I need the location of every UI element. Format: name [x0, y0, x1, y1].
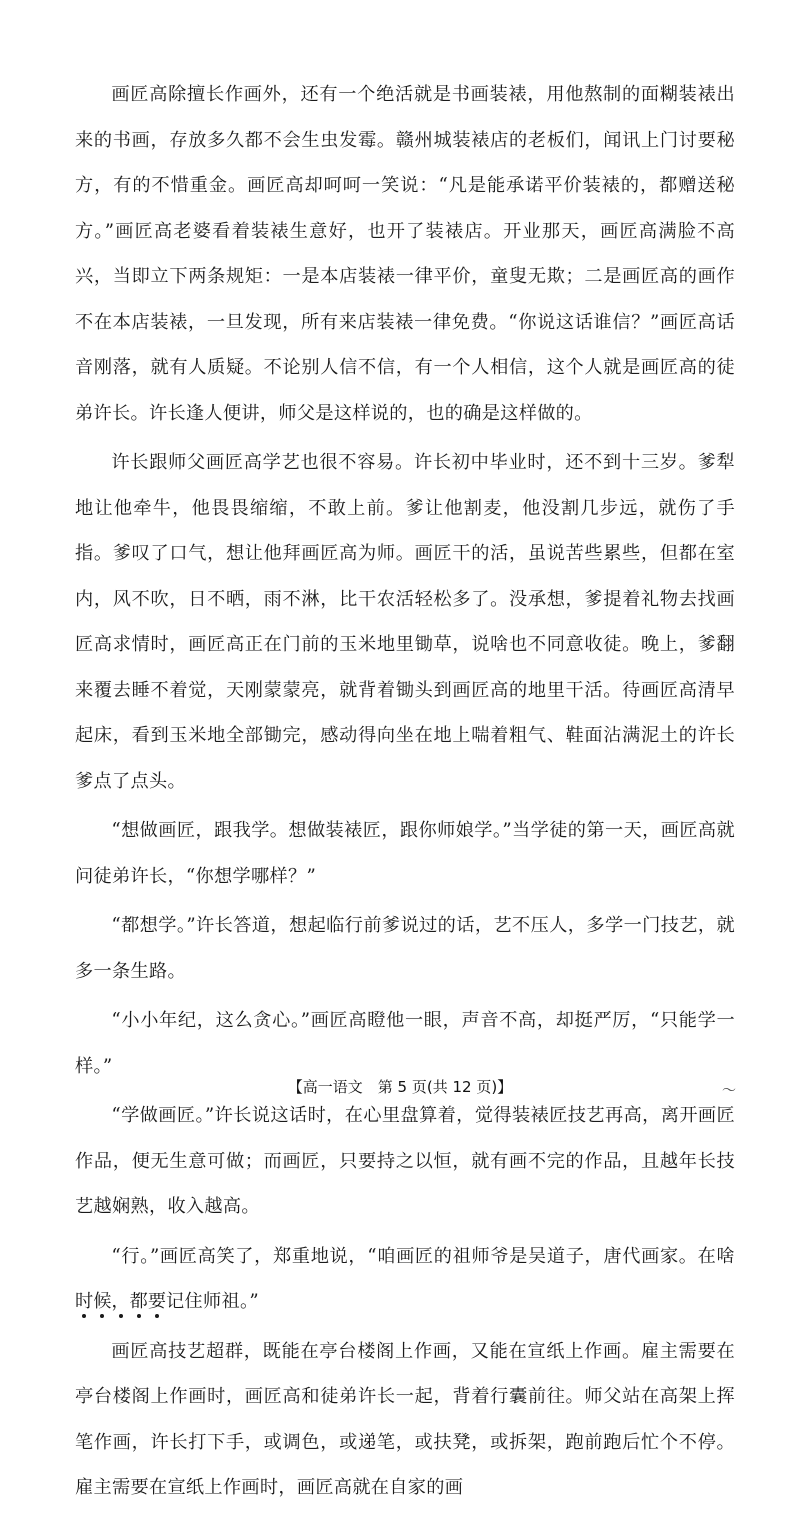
paragraph-7-tail: 记住师祖。” — [166, 1291, 259, 1312]
passage-body — [75, 72, 735, 1515]
emphasis-dotted-text — [75, 1291, 166, 1312]
paragraph-1: 画匠高除擅长作画外，还有一个绝活就是书画装裱，用他熬制的面糊装裱出来的书画，存放多久都不会生虫发霉。赣州城装裱店的老板们，闻讯上门讨要秘方，有的不惜重金。画匠高却呵呵一笑说：“凡是能承诺平价装裱的，都赠送秘方。”画匠高老婆看着装裱生意好，也开了装裱店。开业那天，画匠高满脸不高兴，当即立下两条规矩：一是本店装裱一律平价，童叟无欺；二是画匠高的画作不在本店装裱，一旦发现，所有来店装裱一律免费。“你说这话谁信？”画匠高话音刚落，就有人质疑。不论别人信不信，有一个人相信，这个人就是画匠高的徒弟许长。许长逢人便讲，师父是这样说的，也的确是这样做的。 — [75, 84, 735, 424]
dotted-char: 要 — [147, 1291, 167, 1312]
paragraph-7 — [75, 1234, 735, 1325]
paragraph-6: “学做画匠。”许长说这话时，在心里盘算着，觉得装裱匠技艺再高，离开画匠作品，便无生意可做；而画匠，只要持之以恒，就有画不完的作品，且越年长技艺越娴熟，收入越高。 — [75, 1105, 735, 1217]
paragraph-2: 许长跟师父画匠高学艺也很不容易。许长初中毕业时，还不到十三岁。爹犁地让他牵牛，他畏畏缩缩，不敢上前。爹让他割麦，他没割几步远，就伤了手指。爹叹了口气，想让他拜画匠高为师。画匠干的活，虽说苦些累些，但都在室内，风不吹，日不晒，雨不淋，比干农活轻松多了。没承想，爹提着礼物去找画匠高求情时，画匠高正在门前的玉米地里锄草，说啥也不同意收徒。晚上，爹翻来覆去睡不着觉，天刚蒙蒙亮，就背着锄头到画匠高的地里干活。待画匠高清早起床，看到玉米地全部锄完，感动得向坐在地上喘着粗气、鞋面沾满泥土的许长爹点了点头。 — [75, 452, 735, 792]
paragraph-5: “小小年纪，这么贪心。”画匠高瞪他一眼，声音不高，却挺严厉，“只能学一样。” — [75, 1010, 735, 1077]
dotted-char: 都 — [129, 1291, 148, 1312]
dotted-char: ， — [111, 1291, 130, 1312]
paragraph-8: 画匠高技艺超群，既能在亭台楼阁上作画，又能在宣纸上作画。雇主需要在亭台楼阁上作画时，画匠高和徒弟许长一起，背着行囊前往。师父站在高架上挥笔作画，许长打下手，或调色，或递笔，或扶凳，或拆架，跑前跑后忙个不停。雇主需要在宣纸上作画时，画匠高就在自家的画 — [75, 1340, 735, 1498]
paragraph-4: “都想学。”许长答道，想起临行前爹说过的话，艺不压人，多学一门技艺，就多一条生路。 — [75, 915, 735, 982]
corner-mark: ～ — [722, 1083, 736, 1099]
paragraph-3: “想做画匠，跟我学。想做装裱匠，跟你师娘学。”当学徒的第一天，画匠高就问徒弟许长，“你想学哪样？” — [75, 820, 735, 887]
dotted-char: 候 — [93, 1291, 112, 1312]
page-footer: 【高一语文 第 5 页(共 12 页)】 — [287, 1078, 513, 1096]
dotted-char: 时 — [75, 1291, 94, 1312]
paragraph-7-lead: “行。”画匠高笑了，郑重地说，“咱画匠的祖师爷是吴道子，唐代画家。在啥 — [111, 1245, 735, 1267]
